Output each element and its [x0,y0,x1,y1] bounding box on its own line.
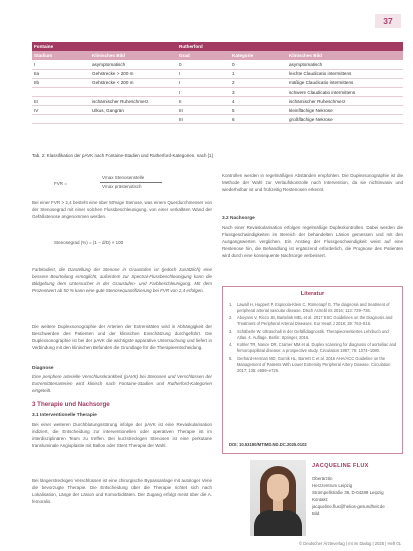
table-cell [90,87,177,96]
table-cell: 0 [230,60,287,69]
diagnose-heading: Diagnose [32,366,54,371]
table-column-header: Stadium [32,51,90,60]
left-paragraph-4: Bei einer weiteren Durchblutungsstörung infolge der pAVK ist eine Revaskularisation indiziert, die Entscheidung zur interventionellen oder operativen Therapie ist im interdisziplinären Team zu treffen. Bei kurzstreckigen Stenosen ist eine perkutane transluminale Angioplastie mit Ballon oder Stent Therapie der Wahl. [32,422,212,448]
table-row [32,97,403,106]
table-cell: schwere Claudicatio intermittens [287,87,403,96]
table-cell: I [32,60,90,69]
table-cell: 5 [230,106,287,115]
author-address-line: Oberärztin [312,476,333,481]
formula-fvr-denominator: Vmax prästenotisch [102,184,142,189]
table-cell: Gehstrecke < 200 m [90,78,177,87]
literature-item: 5. Gerhard-Herman MD, Gornik HL, Barrett C et al. 2016 AHA/ACC Guideline on the Management of Patients With Lower Extremity Peripheral Artery Disease. Circulation 2017; 135: e686–e725. [229,355,391,373]
author-address-line: Bild [312,511,320,516]
section-3-heading: 3 Therapie und Nachsorge [32,401,110,408]
table-cell: III [32,97,90,106]
table-column-header-row [32,51,403,60]
literature-title: Literatur [300,291,325,297]
left-paragraph-3: Die weitere Duplexsonographie der Arterien der Extremitäten wird in Abhängigkeit der Beschwerden des Patienten und der klinischen Einschätzung durchgeführt. Die Duplexsonographie ist bei der pAVK die wichtigste apparative Untersuchung und liefert in Verbindung mit den klinischen Befunden die Grundlage für die Therapieentscheidung. [32,324,212,350]
table-cell: 2 [230,78,287,87]
table-group-header-fontaine: Fontaine [32,42,177,51]
table-row [32,78,403,87]
table-row [32,87,403,96]
table-row [32,60,403,69]
table-cell: asymptomatisch [287,60,403,69]
formula-fraction-line [100,182,162,183]
table-cell: I [177,69,230,78]
table-cell: Ulkus, Gangrän [90,106,177,115]
diagnose-text: Eine periphere arterielle Verschlusskrankheit (pAVK) bei Stenosen und Verschlüssen der Extremitätenarterien wird klinisch nach Fontaine-Stadien und Rutherford-Kategorien eingeteilt. [32,374,212,393]
table-cell: III [177,106,230,115]
author-address-line: Herzzentrum Leipzig [312,483,353,488]
author-address-line: Kontakt: [312,497,329,502]
table-row [32,115,403,124]
table-cell: II [177,97,230,106]
table-cell: IV [32,106,90,115]
author-email-link[interactable]: jacqueline.flux@helios-gesundheit.de [312,504,385,509]
table-column-header: Klinisches Bild [90,51,177,60]
left-paragraph-2: Farbkodiert, die Darstellung der Stenose in Graustufen ist (jedoch zusätzlich) eine bessere Beurteilung ermöglicht, außerdem zur Spectral-Flussbeschleunigung kann die Bildgebung dem Untersucher in der Graustufen- und Farbbeschleunigung. Mit dem Prozentwert ab 50 % kann eine gute Stenosequantifizierung bei FVR von 2,4 erfolgen. [32,267,212,293]
left-paragraph-1: Bei einer FVR > 2,4 besteht eine über 50%ige Stenose, was einem Querdurchmesser von der Stenosegrad mit einer solchen Flussbeschleunigung, von einer verkalkten Wand der Gefäßstenose angenommen werden. [32,200,212,219]
table-cell: IIa [32,69,90,78]
table-row [32,106,403,115]
table-column-header: Grad [177,51,230,60]
literature-item: 3. Schäberle W. Ultraschall in der Gefäßdiagnostik. Therapieorientiertes Lehrbuch und Atlas. 4. Auflage. Berlin: Springer, 2016. [229,328,389,340]
page-number: 37 [375,14,401,28]
table-cell: 3 [230,87,287,96]
formula-fvr-numerator: Vmax Stenosenstelle [102,175,145,180]
table-cell [32,115,90,124]
table-group-header-row [32,42,403,51]
doi-link[interactable]: DOI: 10.53180/MTIMD.ND.DC.2025.0102 [229,442,307,447]
section-3-2-heading: 3.2 Nachsorge [222,216,255,221]
table-cell [90,115,177,124]
table-cell: IIb [32,78,90,87]
author-name: JACQUELINE FLUX [312,463,369,469]
table-cell: ischämischer Ruheschmerz [90,97,177,106]
table-caption: Tab. 2: Klassifikation der pAVK nach Fontaine-Stadien und Rutherford-Kategorien, nach [1] [32,153,213,158]
table-cell: 1 [230,69,287,78]
literature-list [229,302,397,375]
table-cell: I [177,78,230,87]
table-cell: leichte Claudicatio intermittens [287,69,403,78]
literature-item: 4. Kohler TR, Nance DR, Cramer MM et al. Duplex scanning for diagnosis of aortoiliac and femoropopliteal disease: a prospective study. Circulation 1987; 76: 1074–1080. [229,342,397,354]
section-3-1-heading: 3.1 Interventionelle Therapie [32,413,97,418]
table-cell: I [177,87,230,96]
table-cell: 4 [230,97,287,106]
table-cell: mäßige Claudicatio intermittens [287,78,403,87]
literature-item: 2. Aboyans V, Ricco JB, Bartelink MEL et al. 2017 ESC Guidelines on the Diagnosis and Treatment of Peripheral Arterial Diseases. Eur Heart J 2018; 39: 763–816. [229,315,393,327]
author-photo [250,460,306,536]
table-group-header-rutherford: Rutherford [177,42,403,51]
author-address [312,475,404,517]
left-paragraph-5: Bei längerstreckigen Verschlüssen ist eine chirurgische Bypassanlage mit autologer Vene die bevorzugte Therapie. Die Entscheidung über die Therapie richtet sich nach Lokalisation, Länge der Läsion und Komorbiditäten. Der Zugang erfolgt meist über die A. femoralis. [32,478,212,504]
author-address-line: Strümpellstraße 39, D-04289 Leipzig [312,490,384,495]
literature-item: 1. Lawall H, Huppert P, Espinola-Klein C, Rümenapf G. The diagnosis and treatment of peripheral arterial vascular disease. Dtsch Arztebl Int 2016; 113: 729–736. [229,302,390,314]
table-cell: großflächige Nekrose [287,115,403,124]
classification-table [32,42,403,124]
formula-stenosegrad: Stenosegrad (%) = (1 − d/D) × 100 [54,240,124,245]
table-cell: ischämischer Ruheschmerz [287,97,403,106]
formula-fvr-lhs: FVR = [54,181,67,186]
table-cell [32,87,90,96]
table-cell: kleinflächige Nekrose [287,106,403,115]
table-column-header: Klinisches Bild [287,51,403,60]
table-cell: asymptomatisch [90,60,177,69]
literature-box [222,286,403,454]
table-row [32,69,403,78]
right-paragraph-1: Kontrollen werden in regelmäßigen Abständen empfohlen. Die Duplexsonographie ist die Methode der Wahl zur Verlaufskontrolle nach Intervention, da sie nichtinvasiv und wiederholbar ist und frühzeitig Restenosen erkennt. [222,173,403,192]
page-footer: © Deutscher Ärzteverlag | mt im Dialog | 2025 | Heft 01 [298,541,401,546]
table-cell: III [177,115,230,124]
table-cell: Gehstrecke > 200 m [90,69,177,78]
table-cell: 0 [177,60,230,69]
right-paragraph-2: Nach einer Revaskularisation erfolgen regelmäßige Duplexkontrollen. Dabei werden die Flussgeschwindigkeiten im Bereich der behandelten Läsion gemessen und mit den Ausgangswerten verglichen. Ein Anstieg der Flussgeschwindigkeit weist auf eine Restenose hin, die Behandlung ist ergänzend erforderlich, die Prognose des Patienten wird durch eine konsequente Nachsorge verbessert. [222,225,403,258]
table-cell: 6 [230,115,287,124]
table-column-header: Kategorie [230,51,287,60]
